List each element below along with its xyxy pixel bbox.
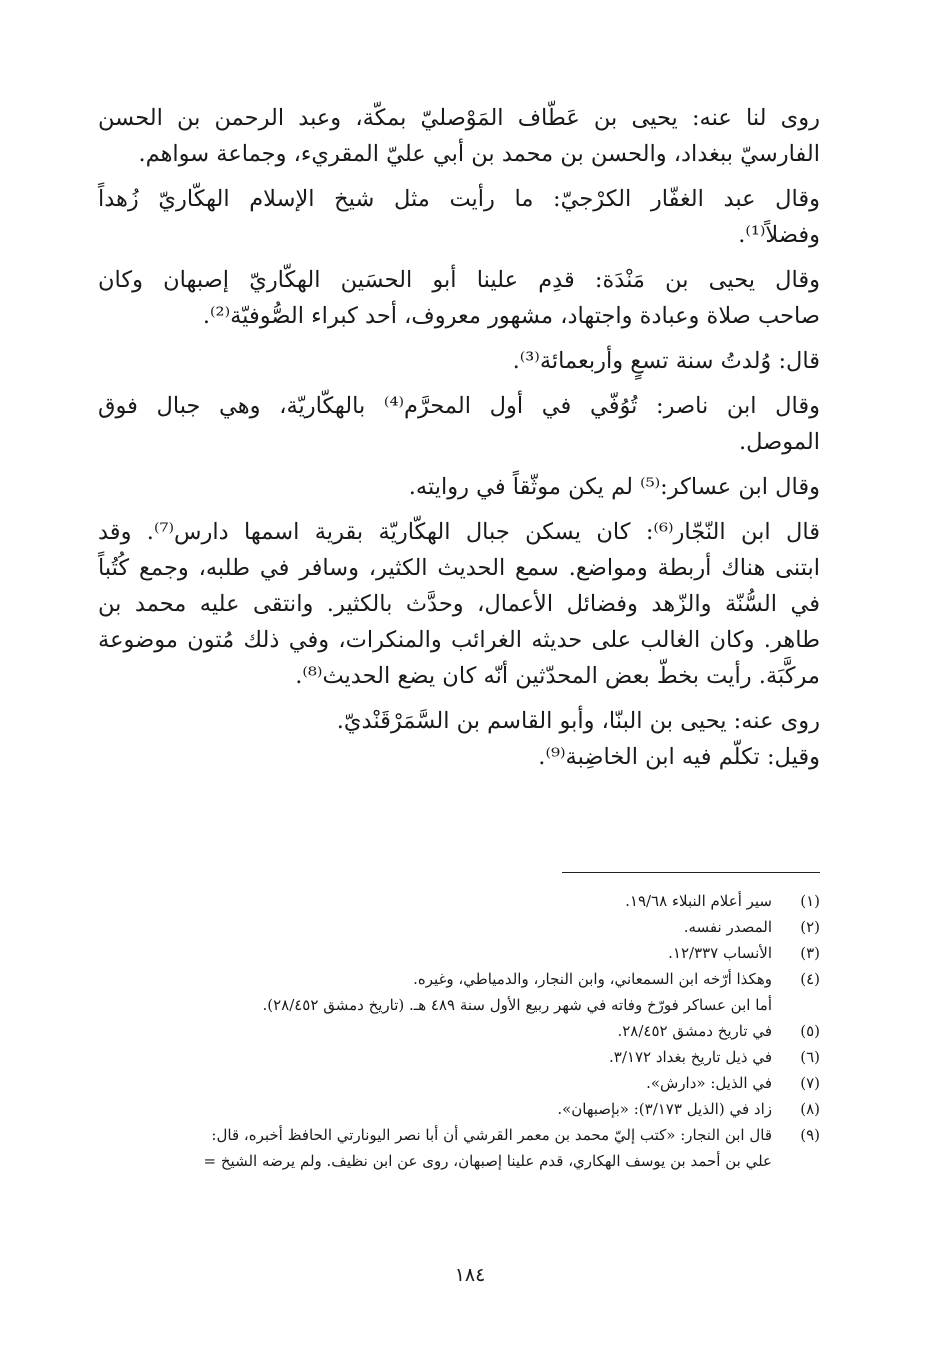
- page-number: ١٨٤: [454, 1264, 486, 1286]
- footnote-number: (٩): [800, 1126, 820, 1144]
- footnote-divider: [562, 872, 820, 873]
- paragraph: [98, 514, 820, 694]
- footnote-text: قال ابن النجار: «كتب إليّ محمد بن معمر القرشي أن أبا نصر اليونارتي الحافظ أخبره، قال: علي بن أحمد بن يوسف الهكاري، قدم علينا إصبهان، روى عن ابن نظيف. ولم يرضه الشيخ =: [203, 1126, 772, 1170]
- footnote-number: (٣): [800, 944, 820, 962]
- footnote-number: (٢): [800, 918, 820, 936]
- footnotes: [98, 888, 820, 1174]
- footnote: [98, 914, 820, 940]
- text-line: وقال ابن ناصر: تُوُفّي في أول المحرَّم⁽⁴⁾ بالهكّاريّة، وهي جبال فوق: [98, 393, 821, 419]
- paragraph: [98, 388, 820, 460]
- footnote-number: (٤): [800, 970, 820, 988]
- main-text: [98, 100, 820, 784]
- footnote-number: (٥): [800, 1022, 820, 1040]
- text-line: ابتنى هناك أربطة ومواضع. سمع الحديث الكثير، وسافر في طلبه، وجمع كُتُباً: [98, 555, 820, 581]
- footnote: [98, 940, 820, 966]
- paragraph: [98, 343, 820, 379]
- footnote-text: وهكذا أرّخه ابن السمعاني، وابن النجار، والدمياطي، وغيره. أما ابن عساكر فورّخ وفاته في شهر ربيع الأول سنة ٤٨٩ هـ. (تاريخ دمشق ٢٨/٤٥٢).: [262, 970, 772, 1014]
- text-line: وقال عبد الغفّار الكرْجيّ: ما رأيت مثل شيخ الإسلام الهكّاريّ زُهداً: [98, 186, 820, 212]
- text-line: وفضلاً⁽¹⁾.: [738, 222, 820, 248]
- paragraph: [98, 469, 820, 505]
- footnote: [98, 1096, 820, 1122]
- paragraph: [98, 262, 820, 334]
- paragraph: [98, 181, 820, 253]
- footnote: [98, 1070, 820, 1096]
- text-line: في السُّنّة والزّهد وفضائل الأعمال، وحدَّث بالكثير. وانتقى عليه محمد بن: [98, 591, 820, 617]
- footnote-number: (١): [800, 892, 820, 910]
- footnote: [98, 1122, 820, 1174]
- footnote: [98, 1018, 820, 1044]
- footnote-text: المصدر نفسه.: [683, 918, 772, 936]
- footnote-number: (٨): [800, 1100, 820, 1118]
- text-line: الفارسيّ ببغداد، والحسن بن محمد بن أبي عليّ المقريء، وجماعة سواهم.: [138, 141, 820, 167]
- footnote: [98, 888, 820, 914]
- text-line: قال: وُلدتُ سنة تسعٍ وأربعمائة⁽³⁾.: [512, 348, 820, 374]
- paragraph: [98, 100, 820, 172]
- paragraph: [98, 703, 820, 775]
- text-line: روى لنا عنه: يحيى بن عَطّاف المَوْصليّ بمكّة، وعبد الرحمن بن الحسن: [98, 105, 820, 131]
- text-line: الموصل.: [738, 429, 820, 455]
- footnote: [98, 1044, 820, 1070]
- text-line: قال ابن النّجّار⁽⁶⁾: كان يسكن جبال الهكّاريّة بقرية اسمها دارس⁽⁷⁾. وقد: [98, 519, 821, 545]
- text-line: وقال ابن عساكر:⁽⁵⁾ لم يكن موثّقاً في روايته.: [408, 474, 820, 500]
- text-line: وقال يحيى بن مَنْدَة: قدِم علينا أبو الحسَين الهكّاريّ إصبهان وكان: [98, 267, 820, 293]
- footnote-number: (٦): [800, 1048, 820, 1066]
- footnote-text: في الذيل: «دارش».: [646, 1074, 772, 1092]
- text-line: وقيل: تكلّم فيه ابن الخاضِبة⁽⁹⁾.: [538, 744, 820, 770]
- footnote-text: في ذيل تاريخ بغداد ٣/١٧٢.: [609, 1048, 772, 1066]
- text-line: مركَّبَة. رأيت بخطّ بعض المحدّثين أنّه كان يضع الحديث⁽⁸⁾.: [295, 663, 820, 689]
- footnote: [98, 966, 820, 1018]
- footnote-text: في تاريخ دمشق ٢٨/٤٥٢.: [617, 1022, 772, 1040]
- footnote-text: زاد في (الذيل ٣/١٧٣): «بإصبهان».: [557, 1100, 772, 1118]
- text-line: روى عنه: يحيى بن البنّا، وأبو القاسم بن السَّمَرْقَنْديّ.: [336, 708, 820, 734]
- footnote-text: سير أعلام النبلاء ١٩/٦٨.: [625, 892, 772, 910]
- text-line: طاهر. وكان الغالب على حديثه الغرائب والمنكرات، وفي ذلك مُتون موضوعة: [98, 627, 820, 653]
- text-line: صاحب صلاة وعبادة واجتهاد، مشهور معروف، أحد كبراء الصُّوفيّة⁽²⁾.: [202, 303, 820, 329]
- footnote-text: الأنساب ١٢/٣٣٧.: [668, 944, 772, 962]
- footnote-number: (٧): [800, 1074, 820, 1092]
